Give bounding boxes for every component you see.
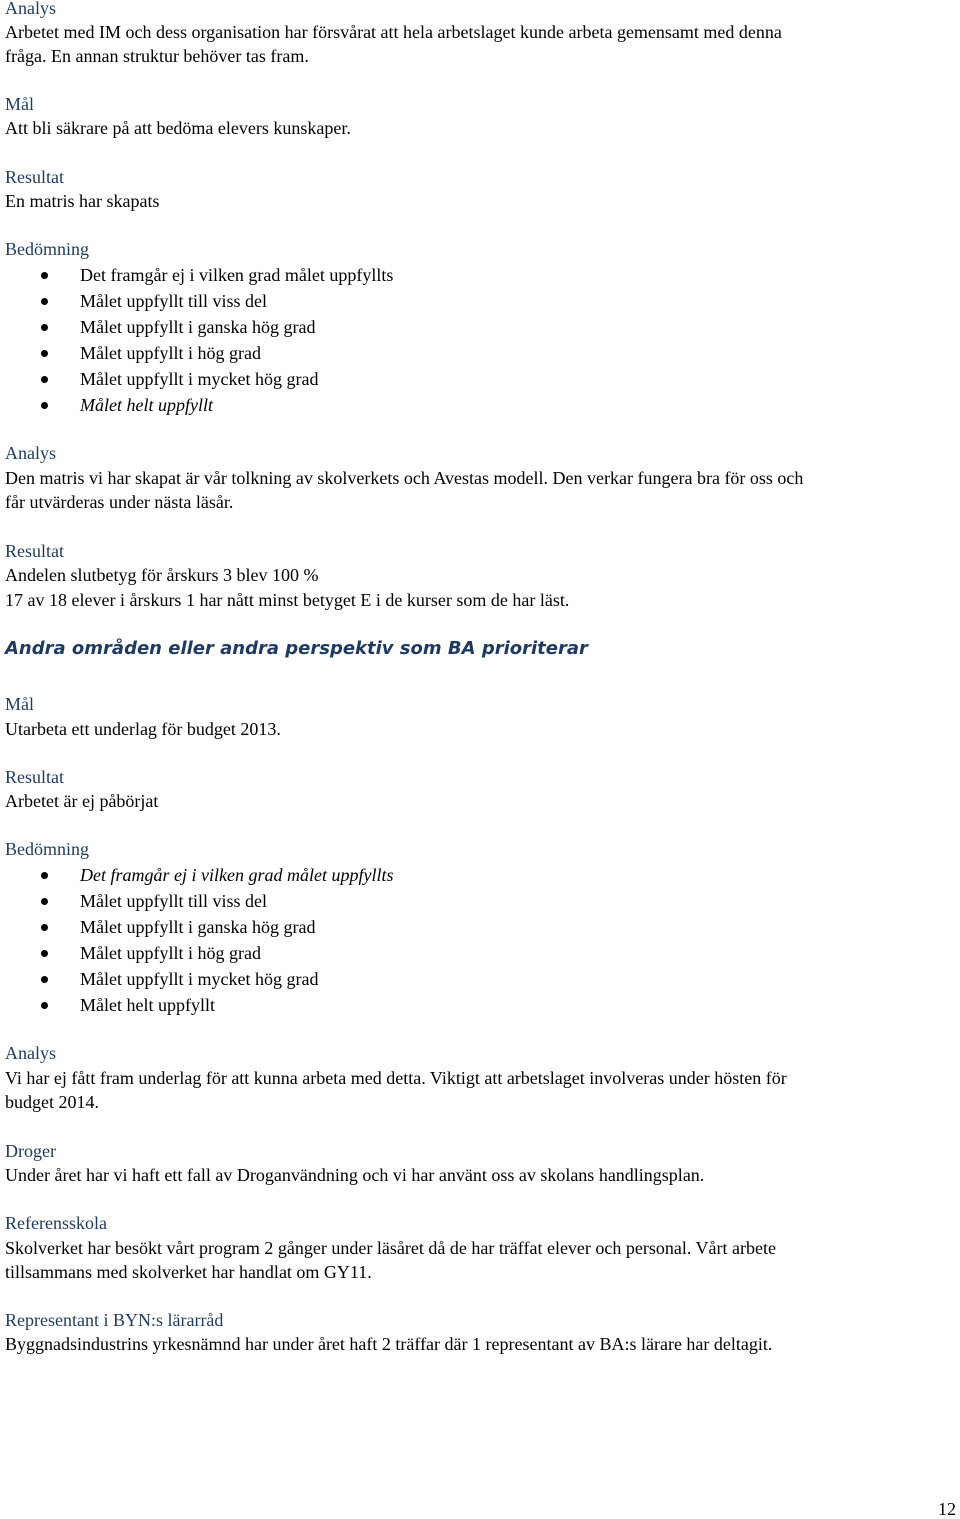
- analys-text-2: fråga. En annan struktur behöver tas fram.: [5, 46, 309, 66]
- heading-mal-2: Mål: [5, 694, 34, 714]
- bullet-icon: [41, 950, 48, 957]
- heading-bedomning-2: Bedömning: [5, 839, 89, 859]
- resultat2-text-2: 17 av 18 elever i årskurs 1 har nått minst betyget E i de kurser som de har läst.: [5, 590, 570, 610]
- bullet-icon: [41, 898, 48, 905]
- droger-text: Under året har vi haft ett fall av Droganvändning och vi har använt oss av skolans handlingsplan.: [5, 1165, 705, 1185]
- bullet-icon: [41, 1002, 48, 1009]
- bullet-icon: [41, 402, 48, 409]
- heading-representant: Representant i BYN:s lärarråd: [5, 1310, 224, 1330]
- heading-resultat-2: Resultat: [5, 541, 64, 561]
- representant-text: Byggnadsindustrins yrkesnämnd har under året haft 2 träffar där 1 representant av BA:s lärare har deltagit.: [5, 1334, 773, 1354]
- bullet-icon: [41, 872, 48, 879]
- bullet-icon: [41, 350, 48, 357]
- bullet-icon: [41, 976, 48, 983]
- mal2-text: Utarbeta ett underlag för budget 2013.: [5, 719, 281, 739]
- section-heading: Andra områden eller andra perspektiv som BA prioriterar: [5, 638, 588, 659]
- heading-referensskola: Referensskola: [5, 1213, 107, 1233]
- heading-resultat-3: Resultat: [5, 767, 64, 787]
- bullet-icon: [41, 298, 48, 305]
- referensskola-text-2: tillsammans med skolverket har handlat om GY11.: [5, 1262, 372, 1282]
- bullet-icon: [41, 324, 48, 331]
- analys3-text-1: Vi har ej fått fram underlag för att kunna arbeta med detta. Viktigt att arbetslaget involveras under hösten för: [5, 1068, 787, 1088]
- resultat-text: En matris har skapats: [5, 191, 160, 211]
- bullet-icon: [41, 924, 48, 931]
- heading-resultat: Resultat: [5, 167, 64, 187]
- heading-analys-2: Analys: [5, 443, 56, 463]
- referensskola-text-1: Skolverket har besökt vårt program 2 gånger under läsåret då de har träffat elever och personal. Vårt arbete: [5, 1238, 777, 1258]
- bullet-icon: [41, 272, 48, 279]
- resultat2-text-1: Andelen slutbetyg för årskurs 3 blev 100 %: [5, 565, 319, 585]
- mal-text: Att bli säkrare på att bedöma elevers kunskaper.: [5, 118, 351, 138]
- analys3-text-2: budget 2014.: [5, 1092, 99, 1112]
- bullet-icon: [41, 376, 48, 383]
- page-number: 12: [938, 1499, 956, 1519]
- heading-droger: Droger: [5, 1141, 56, 1161]
- analys-text-1: Arbetet med IM och dess organisation har försvårat att hela arbetslaget kunde arbeta gemensamt med denna: [5, 22, 782, 42]
- heading-mal: Mål: [5, 94, 34, 114]
- resultat3-text: Arbetet är ej påbörjat: [5, 791, 159, 811]
- analys2-text-2: får utvärderas under nästa läsår.: [5, 492, 234, 512]
- analys2-text-1: Den matris vi har skapat är vår tolkning av skolverkets och Avestas modell. Den verkar fungera bra för oss och: [5, 468, 804, 488]
- heading-analys: Analys: [5, 0, 56, 18]
- heading-analys-3: Analys: [5, 1043, 56, 1063]
- heading-bedomning: Bedömning: [5, 239, 89, 259]
